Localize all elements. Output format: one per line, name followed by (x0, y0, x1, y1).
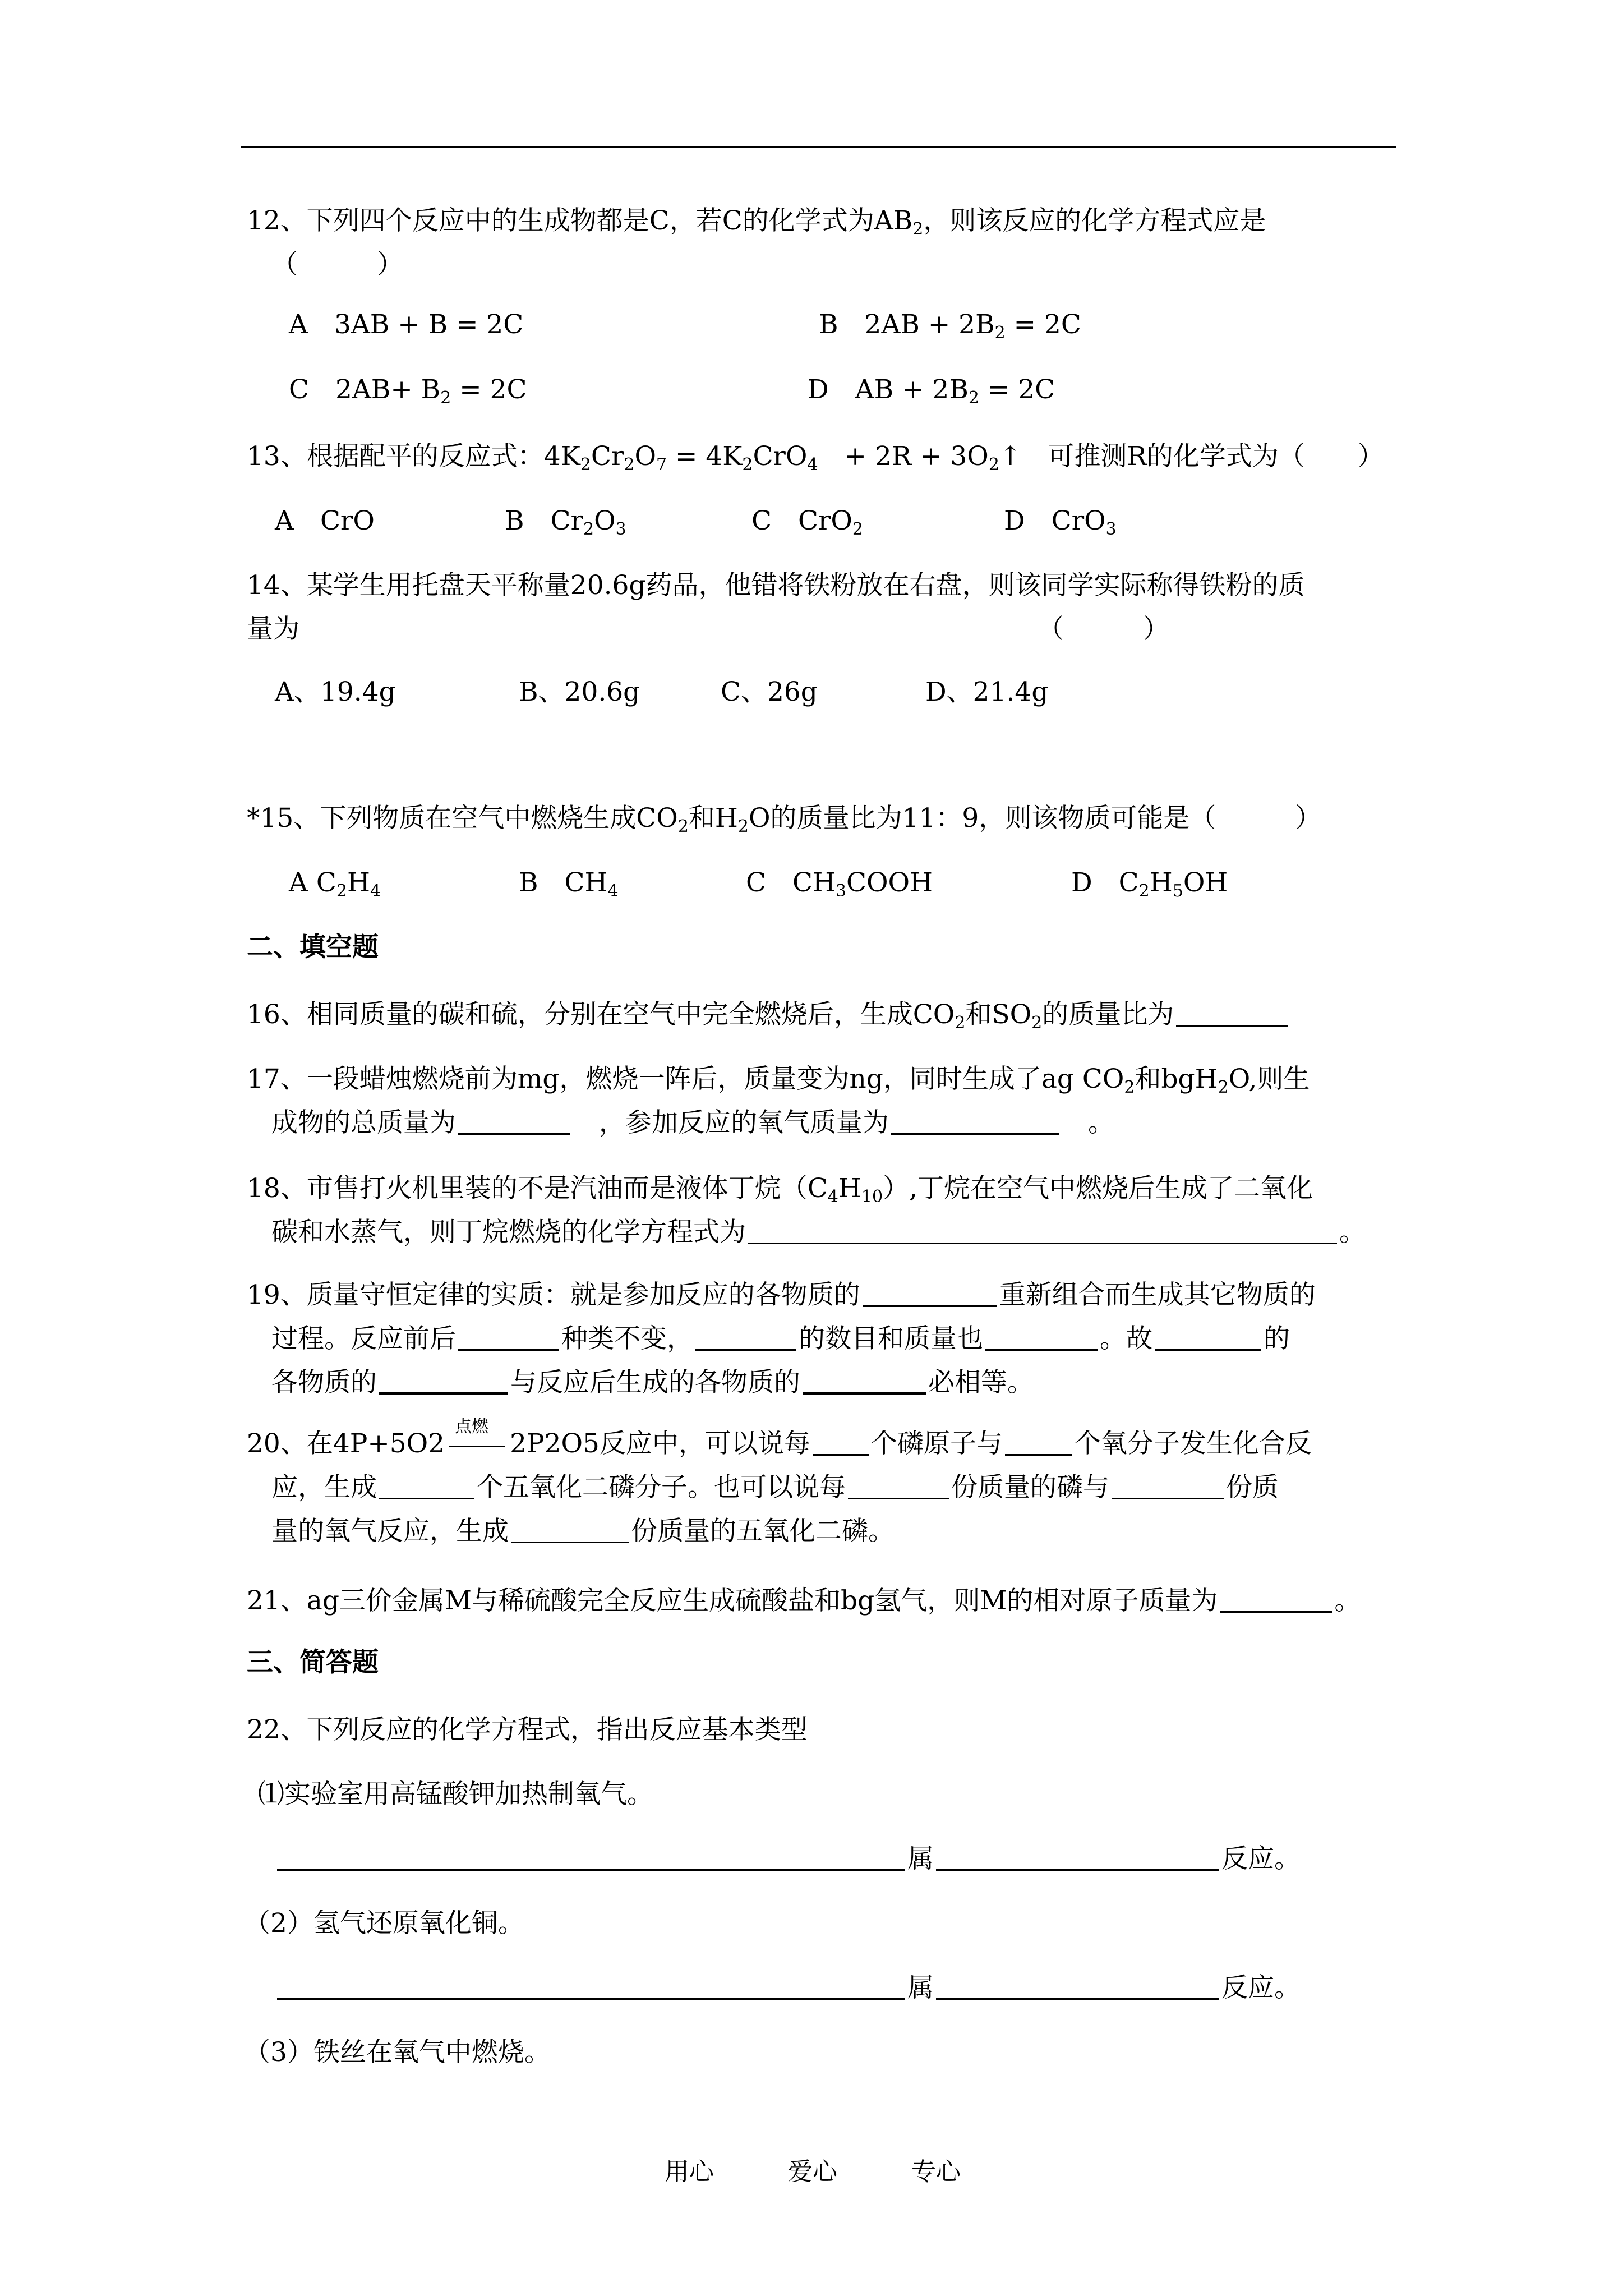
question-17: 17、一段蜡烛燃烧前为mg，燃烧一阵后，质量变为ng，同时生成了ag $CO_2$和bgH$_2$O,则生 成物的总质量为 ，参加反应的氧气质量为 。 (247, 1064, 1310, 1138)
question-20: 20、在4P+5O2 点燃 2P2O5反应中，可以说每 个磷原子与 个氧分子发生化合反 应，生成 个五氧化二磷分子。也可以说每 份质量的磷与 份质 量的氧气反应，生成 份质量的五氧化二磷。 (247, 1417, 1312, 1547)
answer-blank[interactable] (985, 1349, 1098, 1351)
q15-option-d: D $C_2H_5OH$ (1071, 867, 1228, 901)
answer-blank[interactable] (1155, 1349, 1261, 1351)
q12-option-d: D AB + $2B_2 = 2C$ (808, 374, 1055, 408)
q12-option-b: B $2AB + 2B_2 = 2C$ (819, 309, 1081, 343)
answer-blank[interactable] (458, 1349, 559, 1351)
answer-blank[interactable] (813, 1454, 869, 1456)
q13-option-b: B $Cr_2O_3$ (505, 505, 626, 539)
answer-blank[interactable] (803, 1392, 926, 1395)
q12-option-a: A 3AB + B = 2C (289, 309, 524, 340)
q14-stem: 14、某学生用托盘天平称量20.6g药品，他错将铁粉放在右盘，则该同学实际称得铁粉的质 (247, 570, 1305, 601)
q12-stem: 12、下列四个反应中的生成物都是C，若C的化学式为$AB_2$，则该反应的化学方程式应是 (247, 205, 1266, 239)
q22-subquestion-1: ⑴实验室用高锰酸钾加热制氧气。 (258, 1779, 653, 1810)
question-12 (247, 199, 1447, 287)
question-13: 13、根据配平的反应式：$4K_2Cr_2O_7 = 4K_2CrO_4$ + $2R + 3O_2↑$ 可推测R的化学式为（ ） (247, 441, 1384, 475)
q15-option-b: B $CH_4$ (519, 867, 619, 901)
q15-options (289, 861, 1489, 905)
answer-blank[interactable] (277, 1998, 905, 2000)
answer-blank[interactable] (1220, 1611, 1332, 1613)
answer-blank[interactable] (511, 1542, 629, 1543)
answer-blank[interactable] (277, 1869, 905, 1871)
q14-option-d: D、21.4g (925, 677, 1049, 707)
question-21: 21、ag三价金属M与稀硫酸完全反应生成硫酸盐和bg氢气，则M的相对原子质量为 。 (247, 1585, 1361, 1616)
q14-option-c: C、26g (721, 677, 818, 707)
q13-option-c: C CrO$_2$ (751, 505, 864, 539)
answer-blank[interactable] (379, 1498, 474, 1499)
question-18: 18、市售打火机里装的不是汽油而是液体丁烷$(C_4H_{10})$,丁烷在空气中燃烧后生成了二氧化 碳和水蒸气，则丁烷燃烧的化学方程式为 。 (247, 1173, 1366, 1248)
page-footer (0, 2151, 1623, 2185)
answer-blank[interactable] (1176, 1025, 1288, 1027)
footer-word-1: 用心 (665, 2157, 714, 2186)
q14-stem-cont: 量为 (247, 614, 299, 645)
q12-option-c: C $2AB+ B_2 = 2C$ (289, 374, 527, 408)
q15-option-a: A $C_2H_4$ (289, 867, 381, 901)
answer-blank[interactable] (936, 1869, 1219, 1871)
question-16: 16、相同质量的碳和硫，分别在空气中完全燃烧后，生成$CO_2$和$SO_2$的质量比为 (247, 993, 1447, 1037)
q12-options-row1 (289, 303, 1489, 347)
answer-blank[interactable] (748, 1243, 1337, 1244)
q15-option-c: C $CH_3COOH$ (746, 867, 933, 901)
answer-blank[interactable] (1112, 1498, 1224, 1499)
q14-option-b: B、20.6g (519, 677, 640, 707)
question-15: *15、下列物质在空气中燃烧生成$CO_2$和$H_2O$的质量比为11：9，则该物质可能是（ ） (247, 803, 1322, 836)
answer-blank[interactable] (379, 1392, 508, 1395)
answer-blank[interactable] (695, 1349, 796, 1351)
header-rule (241, 146, 1396, 148)
answer-blank[interactable] (936, 1998, 1219, 2000)
q13-options (275, 499, 1475, 543)
section-heading-fill-in: 二、填空题 (247, 932, 379, 963)
q14-answer-paren: （ ） (1038, 614, 1169, 645)
q22-answer-line-2: 属 反应。 (275, 1966, 1475, 2010)
question-19: 19、质量守恒定律的实质：就是参加反应的各物质的 重新组合而生成其它物质的 过程。反应前后 种类不变， 的数目和质量也 。故 的 各物质的 与反应后生成的各物质的 必相等。 (247, 1280, 1316, 1398)
question-22: 22、下列反应的化学方程式，指出反应基本类型 (247, 1714, 808, 1745)
answer-blank[interactable] (1005, 1454, 1072, 1456)
answer-blank[interactable] (458, 1133, 570, 1135)
q13-option-d: D CrO$_3$ (1004, 505, 1117, 539)
question-14 (247, 564, 1447, 651)
answer-blank[interactable] (891, 1133, 1059, 1135)
reaction-condition-arrow: 点燃 (449, 1434, 505, 1457)
footer-word-2: 爱心 (788, 2157, 837, 2186)
answer-blank[interactable] (848, 1498, 949, 1499)
q12-options-row2 (289, 368, 1489, 412)
q14-options (275, 670, 1475, 714)
q12-answer-paren: （ ） (271, 249, 403, 280)
q22-answer-line-1: 属 反应。 (275, 1837, 1475, 1881)
q22-subquestion-2: （2）氢气还原氧化铜。 (244, 1908, 524, 1939)
q22-subquestion-3: （3）铁丝在氧气中燃烧。 (244, 2037, 551, 2068)
q14-option-a: A、19.4g (275, 677, 396, 707)
section-heading-short-answer: 三、简答题 (247, 1647, 379, 1678)
q13-option-a: A CrO (275, 505, 375, 536)
answer-blank[interactable] (863, 1305, 997, 1307)
footer-word-3: 专心 (911, 2157, 961, 2186)
